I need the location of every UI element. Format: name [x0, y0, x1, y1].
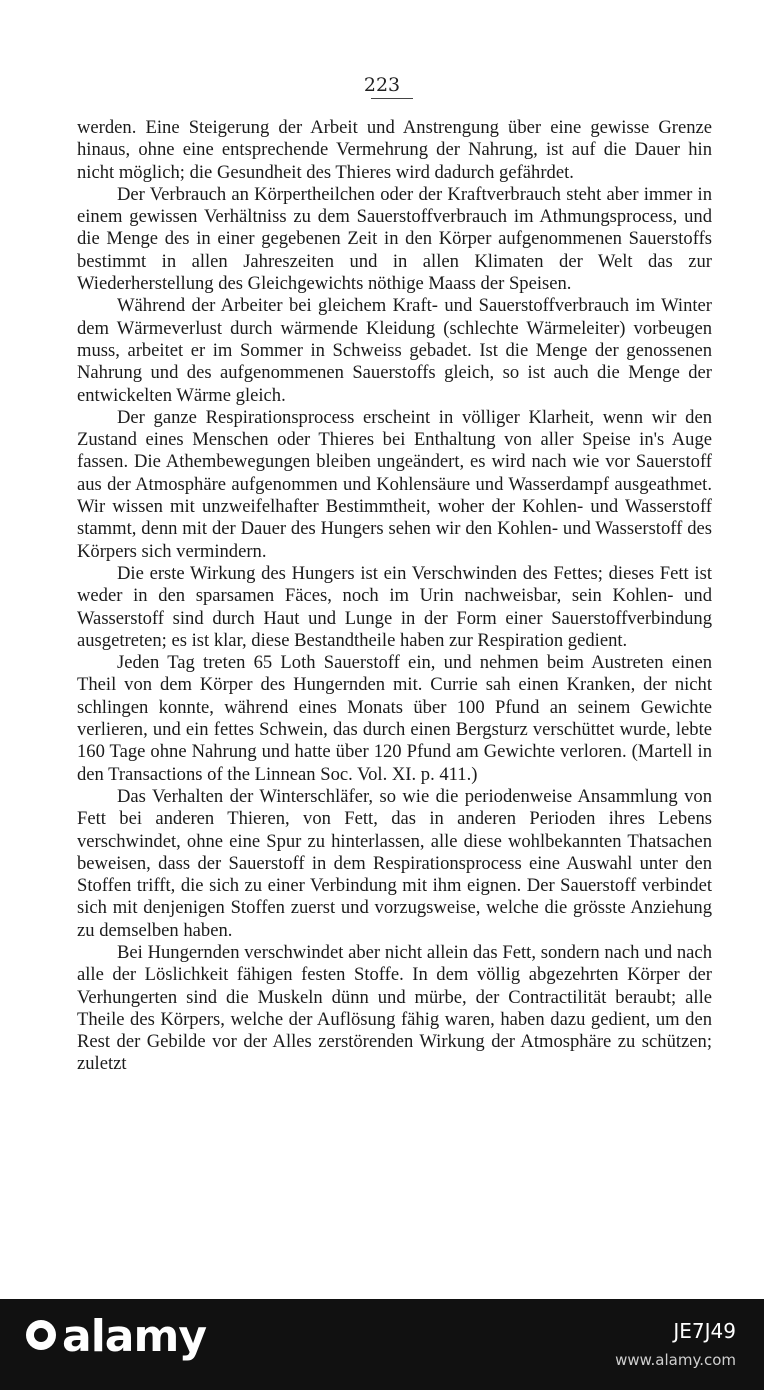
alamy-logo — [26, 1311, 206, 1362]
footer-url: www.alamy.com — [615, 1351, 736, 1369]
paragraph-2: Der Verbrauch an Körpertheilchen oder der Kraftverbrauch steht aber immer in einem gewissen Verhältniss zu dem Sauerstoffverbrauch im Athmungsprocess, und die Menge des in einer gegebenen Zeit in den Körper aufgenommenen Sauerstoffs bestimmt in allen Jahreszeiten und in allen Klimaten der Welt das zur Wiederherstellung des Gleichgewichts nöthige Maass der Speisen. — [77, 183, 712, 295]
alamy-logo-text: alamy — [62, 1311, 206, 1362]
body-text — [77, 117, 712, 1076]
stock-footer-bar — [0, 1299, 764, 1390]
paragraph-7: Das Verhalten der Winterschläfer, so wie die periodenweise Ansammlung von Fett bei anderen Thieren, von Fett, das in anderen Perioden ihres Lebens verschwindet, ohne eine Spur zu hinterlassen, alle diese wohlbekannten Thatsachen beweisen, dass der Sauerstoff in dem Respirationsprocess eine Auswahl unter den Stoffen trifft, die sich zu einer Verbindung mit ihm eignen. Der Sauerstoff verbindet sich mit denjenigen Stoffen zuerst und vorzugsweise, welche die grösste Anziehung zu demselben haben. — [77, 785, 712, 941]
page-number: 223 — [363, 74, 401, 96]
paragraph-6: Jeden Tag treten 65 Loth Sauerstoff ein, und nehmen beim Austreten einen Theil von dem Körper des Hungernden mit. Currie sah einen Kranken, der nicht schlingen konnte, während eines Monats über 100 Pfund an seinem Gewichte verlieren, und ein fettes Schwein, das durch einen Bergsturz verschüttet wurde, lebte 160 Tage ohne Nahrung und hatte über 120 Pfund am Gewichte verloren. (Martell in den Transactions of the Linnean Soc. Vol. XI. p. 411.) — [77, 652, 712, 785]
alamy-logo-icon — [26, 1320, 56, 1350]
paragraph-3: Während der Arbeiter bei gleichem Kraft- und Sauerstoffverbrauch im Winter dem Wärmeverlust durch wärmende Kleidung (schlechte Wärmeleiter) vorbeugen muss, arbeitet er im Sommer in Schweiss gebadet. Ist die Menge der genossenen Nahrung und des aufgenommenen Sauerstoffs gleich, so ist auch die Menge der entwickelten Wärme gleich. — [77, 295, 712, 406]
paragraph-4: Der ganze Respirationsprocess erscheint in völliger Klarheit, wenn wir den Zustand eines Menschen oder Thieres bei Enthaltung von aller Speise in's Auge fassen. Die Athembewegungen bleiben ungeändert, es wird nach wie vor Sauerstoff aus der Atmosphäre aufgenommen und Kohlensäure und Wasserdampf ausgeathmet. Wir wissen mit unzweifelhafter Bestimmtheit, woher der Kohlen- und Wasserstoff stammt, denn mit der Dauer des Hungers sehen wir den Kohlen- und Wasserstoff des Körpers sich vermindern. — [77, 406, 712, 562]
image-id: JE7J49 — [673, 1319, 736, 1343]
paragraph-1: werden. Eine Steigerung der Arbeit und Anstrengung über eine gewisse Grenze hinaus, ohne eine entsprechende Vermehrung der Nahrung, ist auf die Dauer hin nicht möglich; die Gesundheit des Thieres wird dadurch gefährdet. — [77, 117, 712, 183]
page-number-rule — [371, 98, 413, 99]
paragraph-8: Bei Hungernden verschwindet aber nicht allein das Fett, sondern nach und nach alle der Löslichkeit fähigen festen Stoffe. In dem völlig abgezehrten Körper der Verhungerten sind die Muskeln dünn und mürbe, der Contractilität beraubt; alle Theile des Körpers, welche der Auflösung fähig waren, haben dazu gedient, um den Rest der Gebilde vor der Alles zerstörenden Wirkung der Atmosphäre zu schützen; zuletzt — [77, 941, 712, 1075]
paragraph-5: Die erste Wirkung des Hungers ist ein Verschwinden des Fettes; dieses Fett ist weder in den sparsamen Fäces, noch im Urin nachweisbar, sein Kohlen- und Wasserstoff sind durch Haut und Lunge in der Form einer Sauerstoffverbindung ausgetreten; es ist klar, diese Bestandtheile haben zur Respiration gedient. — [77, 562, 712, 651]
